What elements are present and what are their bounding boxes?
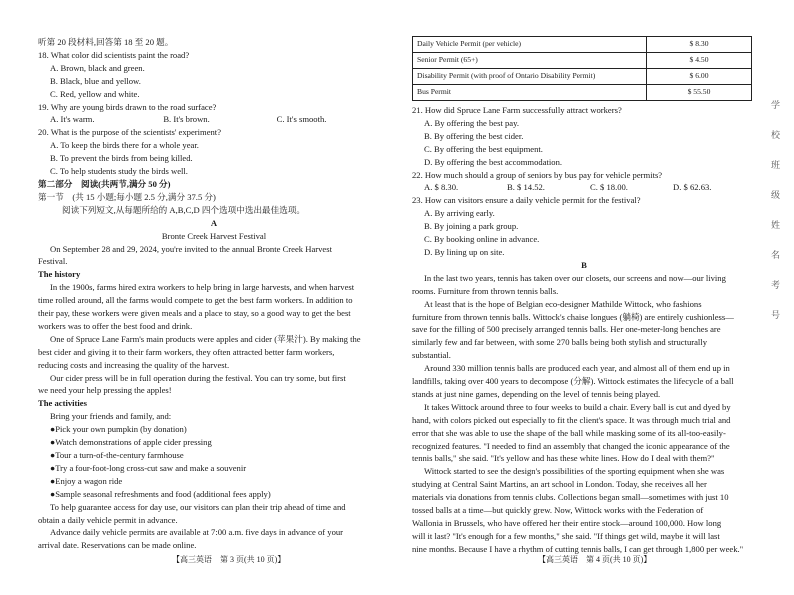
text-line: Festival. xyxy=(38,256,68,267)
text-line: 22. How much should a group of seniors by bus pay for vehicle permits? xyxy=(412,169,663,180)
option-text: C. $ 18.00. xyxy=(590,182,628,193)
text-line: time rolled around, all the farms would compete to get the best farm workers. In addition to xyxy=(38,295,353,306)
text-line: 18. What color did scientists paint the road? xyxy=(38,49,190,60)
text-line: stands at just nine games, depending on the level of tennis being played. xyxy=(412,388,661,399)
option-text: A. $ 8.30. xyxy=(424,182,459,193)
text-line: The activities xyxy=(38,398,87,409)
fee-item: Senior Permit (65+) xyxy=(413,53,647,69)
option-text: B. It's brown. xyxy=(163,114,210,125)
fee-row xyxy=(413,53,752,69)
text-line: ●Sample seasonal refreshments and food (additional fees apply) xyxy=(50,488,271,499)
text-line: D. By lining up on site. xyxy=(424,246,505,257)
text-line: 20. What is the purpose of the scientists' experiment? xyxy=(38,127,222,138)
text-line: Wittock started to see the design's possibilities of the sporting equipment when she was xyxy=(424,466,725,477)
option-text: D. $ 62.63. xyxy=(673,182,712,193)
fee-price: $ 4.50 xyxy=(647,53,752,69)
text-line: reducing costs and increasing the quality of the harvest. xyxy=(38,359,230,370)
text-line: their pay, these workers were given meals and a place to stay, so a good way to get the best xyxy=(38,308,351,319)
fee-price: $ 6.00 xyxy=(647,69,752,85)
text-line: ●Tour a turn-of-the-century farmhouse xyxy=(50,450,184,460)
fee-item: Bus Permit xyxy=(413,85,647,101)
option-text: B. $ 14.52. xyxy=(507,182,545,193)
text-line: B. To prevent the birds from being killed. xyxy=(50,153,193,164)
text-line: ●Watch demonstrations of apple cider pressing xyxy=(50,437,212,448)
text-line: tennis balls," she said. "It's yellow and has these white lines. How do I deal with them?" xyxy=(412,453,715,464)
fee-row xyxy=(413,37,752,53)
fee-row xyxy=(413,85,752,101)
text-line: Our cider press will be in full operation during the festival. You can try some, but first xyxy=(50,372,346,383)
text-line: nine months. Because I have a rhythm of cutting tennis balls, I can get through 1,800 per week." xyxy=(412,543,744,554)
text-line: arrival date. Reservations can be made online. xyxy=(38,540,197,551)
text-line: furniture from thrown tennis balls. Wittock's chaise longues (躺椅) are entirely cushionless— xyxy=(412,311,734,322)
text-line: B. By offering the best cider. xyxy=(424,130,524,141)
text-line: 19. Why are young birds drawn to the road surface? xyxy=(38,101,217,112)
fee-price: $ 8.30 xyxy=(647,37,752,53)
permit-fee-table xyxy=(412,36,752,101)
text-line: error that she was able to use the shape of the ball while masking some of its all-too-easily- xyxy=(412,427,726,438)
text-line: 阅读下列短文,从每题所给的 A,B,C,D 四个选项中选出最佳选项。 xyxy=(62,204,306,215)
right-column xyxy=(412,36,756,556)
text-line: The history xyxy=(38,269,81,280)
text-line: Around 330 million tennis balls are produced each year, and almost all of them end up in xyxy=(424,363,730,374)
text-line: B. Black, blue and yellow. xyxy=(50,75,141,86)
text-line: Wallonia in Brussels, who have offered her their entire stock—around 100,000. How long xyxy=(412,518,722,528)
text-line: rooms. Furniture from thrown tennis balls. xyxy=(412,285,559,296)
text-line: It takes Wittock around three to four weeks to build a chair. Every ball is cut and dyed by xyxy=(424,401,731,412)
text-line: 第一节 (共 15 小题;每小题 2.5 分,满分 37.5 分) xyxy=(38,191,216,202)
text-line: C. By booking online in advance. xyxy=(424,234,540,245)
text-line: best cider and giving it to their farm workers, they often attracted better farm workers, xyxy=(38,346,335,357)
text-line: C. Red, yellow and white. xyxy=(50,88,140,99)
page-footer-left: 【高三英语 第 3 页(共 10 页)】 xyxy=(172,555,286,564)
text-line: save for the filling of 500 precisely arranged tennis balls. Her one-meter-long benches are xyxy=(412,324,721,335)
text-line: 21. How did Spruce Lane Farm successfully attract workers? xyxy=(412,105,622,115)
fee-item: Disability Permit (with proof of Ontario Disability Permit) xyxy=(413,69,647,85)
option-row xyxy=(412,181,756,194)
text-line: A. By arriving early. xyxy=(424,208,495,219)
text-line: 听第 20 段材料,回答第 18 至 20 题。 xyxy=(38,37,174,47)
text-line: Advance daily vehicle permits are available at 7:00 a.m. five days in advance of your xyxy=(50,527,344,538)
text-line: In the last two years, tennis has taken over our closets, our screens and now—our living xyxy=(424,272,726,283)
text-line: One of Spruce Lane Farm's main products were apples and cider (苹果汁). By making the xyxy=(50,333,361,344)
text-line: ●Try a four-foot-long cross-cut saw and make a souvenir xyxy=(50,462,247,473)
fee-price: $ 55.50 xyxy=(647,85,752,101)
text-line: B xyxy=(581,259,587,270)
text-line: 第二部分 阅读(共两节,满分 50 分) xyxy=(38,178,171,189)
page-footer-right: 【高三英语 第 4 页(共 10 页)】 xyxy=(538,555,652,564)
left-column xyxy=(38,36,390,552)
text-line: In the 1900s, farms hired extra workers to help bring in large harvests, and when harvest xyxy=(50,282,355,293)
text-line: recognized features. "I needed to find an assembly that changed the iconic appearance of the xyxy=(412,440,730,451)
text-line: ●Enjoy a wagon ride xyxy=(50,475,123,486)
text-line: C. By offering the best equipment. xyxy=(424,143,543,154)
text-line: 23. How can visitors ensure a daily vehicle permit for the festival? xyxy=(412,195,641,206)
text-line: D. By offering the best accommodation. xyxy=(424,156,563,167)
text-line: A xyxy=(210,217,218,228)
text-line: A. To keep the birds there for a whole year. xyxy=(50,140,199,151)
text-line: will it last? "It's enough for a few months," she said. "If things get wild, maybe it will last xyxy=(412,530,720,541)
fee-row xyxy=(413,69,752,85)
text-line: At least that is the hope of Belgian eco-designer Mathilde Wittock, who fashions xyxy=(424,298,702,309)
option-row xyxy=(38,113,390,126)
option-text: C. It's smooth. xyxy=(276,114,327,125)
text-line: C. To help students study the birds well. xyxy=(50,166,188,177)
text-line: materials via donations from tennis clubs. Collections began small—sometimes with just 10 xyxy=(412,492,729,503)
text-line: A. Brown, black and green. xyxy=(50,62,145,73)
text-line: Bring your friends and family, and: xyxy=(50,411,172,422)
fee-item: Daily Vehicle Permit (per vehicle) xyxy=(413,37,647,53)
text-line: workers was to offer the best food and drink. xyxy=(38,320,193,331)
text-line: studying at Central Saint Martins, an art school in London. Today, she receives all her xyxy=(412,479,707,490)
binding-margin-text: 学 校 班 级 姓 名 考 号 xyxy=(769,100,779,325)
text-line: hand, with colors picked out especially to fit the client's space. It was through much trial and xyxy=(412,414,731,425)
text-line: tossed balls at a time—but quickly grew. Now, Wittock works with the Federation of xyxy=(412,505,704,516)
text-line: obtain a daily vehicle permit in advance. xyxy=(38,514,178,525)
text-line: B. By joining a park group. xyxy=(424,221,519,232)
text-line: similarly few and far between, with some 270 balls being both stylish and structurally xyxy=(412,337,707,348)
text-line: Bronte Creek Harvest Festival xyxy=(161,230,267,241)
text-line: landfills, taking over 400 years to decompose (分解). Wittock estimates the lifecycle of a ball xyxy=(412,376,734,387)
text-line: ●Pick your own pumpkin (by donation) xyxy=(50,424,187,435)
text-line: On September 28 and 29, 2024, you're invited to the annual Bronte Creek Harvest xyxy=(50,243,332,254)
text-line: we need your help pressing the apples! xyxy=(38,385,172,396)
text-line: A. By offering the best pay. xyxy=(424,117,519,128)
option-text: A. It's warm. xyxy=(50,114,95,125)
text-line: substantial. xyxy=(412,350,451,361)
text-line: To help guarantee access for day use, our visitors can plan their trip ahead of time and xyxy=(50,501,346,512)
